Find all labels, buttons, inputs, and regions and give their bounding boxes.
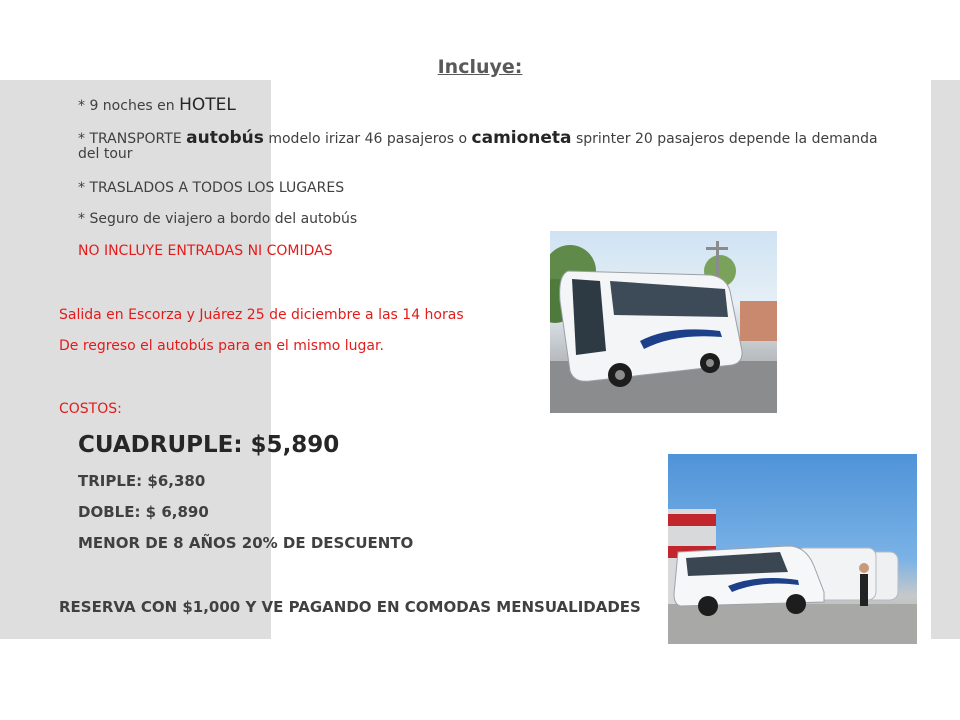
- right-gray-panel: [931, 80, 960, 639]
- include-transport: [78, 128, 898, 162]
- cost-minor-discount: MENOR DE 8 AÑOS 20% DE DESCUENTO: [78, 534, 414, 552]
- costs-heading: COSTOS:: [59, 401, 122, 417]
- bus-photo: [550, 231, 777, 413]
- hotel-prefix: * 9 noches en: [78, 98, 180, 114]
- transport-van-word: camioneta: [471, 128, 572, 148]
- section-title: Incluye:: [437, 56, 523, 78]
- left-gray-panel: [0, 80, 271, 639]
- transport-suffix: sprinter 20 pasajeros depende la demanda del tour: [78, 131, 878, 162]
- transport-bus-word: autobús: [186, 128, 264, 148]
- include-hotel: [78, 95, 236, 115]
- reservation-note: RESERVA CON $1,000 Y VE PAGANDO EN COMODAS MENSUALIDADES: [59, 598, 641, 616]
- vans-photo: [668, 454, 917, 644]
- departure-line: Salida en Escorza y Juárez 25 de diciembre a las 14 horas: [59, 307, 464, 323]
- include-insurance: * Seguro de viajero a bordo del autobús: [78, 211, 358, 227]
- not-included-notice: NO INCLUYE ENTRADAS NI COMIDAS: [78, 243, 333, 259]
- cost-triple: TRIPLE: $6,380: [78, 472, 206, 490]
- transport-mid: modelo irizar 46 pasajeros o: [263, 131, 472, 147]
- cost-double: DOBLE: $ 6,890: [78, 503, 209, 521]
- return-line: De regreso el autobús para en el mismo lugar.: [59, 338, 384, 354]
- transport-prefix: * TRANSPORTE: [78, 131, 187, 147]
- cost-quadruple: CUADRUPLE: $5,890: [78, 432, 340, 458]
- hotel-word: HOTEL: [179, 95, 236, 115]
- include-transfers: * TRASLADOS A TODOS LOS LUGARES: [78, 180, 345, 196]
